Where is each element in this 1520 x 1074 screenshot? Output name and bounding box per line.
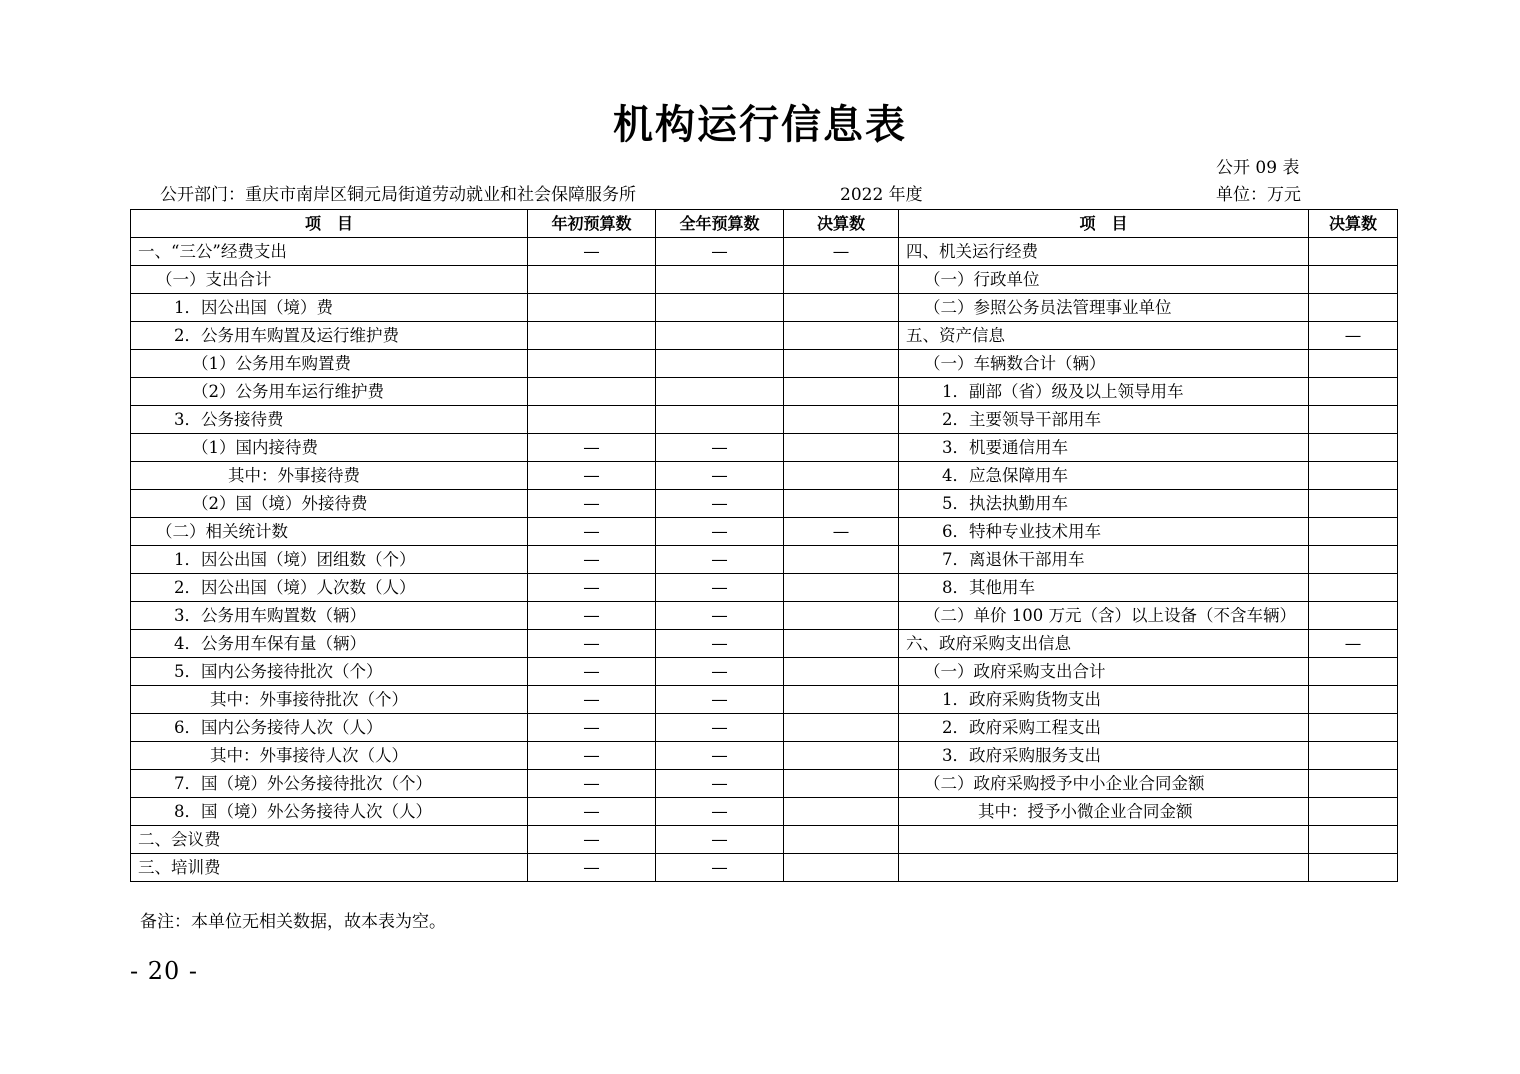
final-account-cell [784, 770, 899, 798]
initial-budget-cell: — [528, 574, 656, 602]
table-row [131, 742, 1398, 770]
final-account-cell [784, 798, 899, 826]
col-header-item: 项 目 [131, 210, 528, 238]
right-final-account-cell [1309, 686, 1398, 714]
right-final-account-cell [1309, 546, 1398, 574]
table-row [131, 406, 1398, 434]
page-number: - 20 - [130, 957, 199, 985]
final-account-cell: — [784, 238, 899, 266]
right-final-account-cell [1309, 266, 1398, 294]
annual-budget-cell: — [656, 434, 784, 462]
right-item-cell: 7．离退休干部用车 [899, 546, 1309, 574]
initial-budget-cell [528, 350, 656, 378]
final-account-cell [784, 490, 899, 518]
right-final-account-cell [1309, 798, 1398, 826]
annual-budget-cell: — [656, 602, 784, 630]
initial-budget-cell: — [528, 742, 656, 770]
col-header-final-account-right: 决算数 [1309, 210, 1398, 238]
left-item-cell: 一、“三公”经费支出 [131, 238, 528, 266]
right-item-cell: （二）政府采购授予中小企业合同金额 [899, 770, 1309, 798]
final-account-cell [784, 854, 899, 882]
left-item-cell: 2．公务用车购置及运行维护费 [131, 322, 528, 350]
initial-budget-cell [528, 266, 656, 294]
right-final-account-cell [1309, 238, 1398, 266]
right-final-account-cell [1309, 826, 1398, 854]
initial-budget-cell [528, 294, 656, 322]
left-item-cell: （1）国内接待费 [131, 434, 528, 462]
annual-budget-cell: — [656, 770, 784, 798]
page-title: 机构运行信息表 [613, 101, 907, 148]
right-item-cell: 3．政府采购服务支出 [899, 742, 1309, 770]
col-header-annual-budget: 全年预算数 [656, 210, 784, 238]
table-row [131, 322, 1398, 350]
left-item-cell: （2）国（境）外接待费 [131, 490, 528, 518]
left-item-cell: 其中：外事接待人次（人） [131, 742, 528, 770]
footnote: 备注：本单位无相关数据，故本表为空。 [140, 912, 446, 932]
left-item-cell: 3．公务接待费 [131, 406, 528, 434]
right-item-cell: 1．政府采购货物支出 [899, 686, 1309, 714]
left-item-cell: 三、培训费 [131, 854, 528, 882]
initial-budget-cell: — [528, 658, 656, 686]
left-item-cell: 8．国（境）外公务接待人次（人） [131, 798, 528, 826]
table-row [131, 574, 1398, 602]
initial-budget-cell: — [528, 854, 656, 882]
col-header-item-right: 项 目 [899, 210, 1309, 238]
table-row [131, 854, 1398, 882]
right-item-cell: （一）行政单位 [899, 266, 1309, 294]
final-account-cell [784, 714, 899, 742]
annual-budget-cell: — [656, 742, 784, 770]
initial-budget-cell: — [528, 518, 656, 546]
left-item-cell: 其中：外事接待费 [131, 462, 528, 490]
annual-budget-cell: — [656, 658, 784, 686]
table-row [131, 462, 1398, 490]
unit-label: 单位：万元 [1216, 185, 1301, 205]
annual-budget-cell [656, 294, 784, 322]
department-label: 公开部门：重庆市南岸区铜元局街道劳动就业和社会保障服务所 [160, 185, 636, 205]
right-item-cell: 2．政府采购工程支出 [899, 714, 1309, 742]
left-item-cell: 其中：外事接待批次（个） [131, 686, 528, 714]
right-item-cell: 2．主要领导干部用车 [899, 406, 1309, 434]
annual-budget-cell: — [656, 546, 784, 574]
left-item-cell: （2）公务用车运行维护费 [131, 378, 528, 406]
right-final-account-cell: — [1309, 630, 1398, 658]
final-account-cell [784, 826, 899, 854]
initial-budget-cell: — [528, 798, 656, 826]
right-final-account-cell [1309, 462, 1398, 490]
final-account-cell [784, 378, 899, 406]
table-row [131, 714, 1398, 742]
annual-budget-cell [656, 266, 784, 294]
initial-budget-cell [528, 322, 656, 350]
table-row [131, 686, 1398, 714]
left-item-cell: （二）相关统计数 [131, 518, 528, 546]
right-final-account-cell [1309, 294, 1398, 322]
final-account-cell [784, 322, 899, 350]
left-item-cell: 2．因公出国（境）人次数（人） [131, 574, 528, 602]
annual-budget-cell: — [656, 798, 784, 826]
left-item-cell: 3．公务用车购置数（辆） [131, 602, 528, 630]
final-account-cell [784, 266, 899, 294]
right-item-cell: 其中：授予小微企业合同金额 [899, 798, 1309, 826]
initial-budget-cell: — [528, 238, 656, 266]
right-item-cell: 五、资产信息 [899, 322, 1309, 350]
initial-budget-cell: — [528, 630, 656, 658]
right-item-cell: 四、机关运行经费 [899, 238, 1309, 266]
annual-budget-cell: — [656, 518, 784, 546]
final-account-cell [784, 686, 899, 714]
table-row [131, 294, 1398, 322]
table-row [131, 266, 1398, 294]
initial-budget-cell [528, 378, 656, 406]
info-table [130, 209, 1398, 882]
table-row [131, 378, 1398, 406]
final-account-cell [784, 294, 899, 322]
final-account-cell [784, 602, 899, 630]
table-row [131, 490, 1398, 518]
left-item-cell: 7．国（境）外公务接待批次（个） [131, 770, 528, 798]
table-row [131, 518, 1398, 546]
annual-budget-cell [656, 322, 784, 350]
table-row [131, 350, 1398, 378]
table-row [131, 630, 1398, 658]
col-header-final-account: 决算数 [784, 210, 899, 238]
right-final-account-cell [1309, 574, 1398, 602]
right-final-account-cell [1309, 434, 1398, 462]
annual-budget-cell [656, 378, 784, 406]
right-item-cell: 六、政府采购支出信息 [899, 630, 1309, 658]
right-item-cell: （二）参照公务员法管理事业单位 [899, 294, 1309, 322]
annual-budget-cell: — [656, 686, 784, 714]
right-final-account-cell [1309, 770, 1398, 798]
left-item-cell: 6．国内公务接待人次（人） [131, 714, 528, 742]
left-item-cell: 1．因公出国（境）费 [131, 294, 528, 322]
annual-budget-cell [656, 350, 784, 378]
right-final-account-cell [1309, 714, 1398, 742]
right-final-account-cell [1309, 378, 1398, 406]
right-final-account-cell [1309, 854, 1398, 882]
fiscal-year: 2022 年度 [840, 185, 923, 205]
annual-budget-cell: — [656, 490, 784, 518]
final-account-cell [784, 546, 899, 574]
annual-budget-cell [656, 406, 784, 434]
right-item-cell: （一）政府采购支出合计 [899, 658, 1309, 686]
table-row [131, 770, 1398, 798]
final-account-cell [784, 574, 899, 602]
table-row [131, 658, 1398, 686]
annual-budget-cell: — [656, 854, 784, 882]
right-final-account-cell [1309, 742, 1398, 770]
right-item-cell: 3．机要通信用车 [899, 434, 1309, 462]
table-body [131, 238, 1398, 882]
right-item-cell [899, 826, 1309, 854]
initial-budget-cell: — [528, 546, 656, 574]
col-header-initial-budget: 年初预算数 [528, 210, 656, 238]
annual-budget-cell: — [656, 714, 784, 742]
final-account-cell [784, 462, 899, 490]
table-row [131, 798, 1398, 826]
left-item-cell: 4．公务用车保有量（辆） [131, 630, 528, 658]
right-final-account-cell [1309, 350, 1398, 378]
right-item-cell: （一）车辆数合计（辆） [899, 350, 1309, 378]
annual-budget-cell: — [656, 574, 784, 602]
header-row [131, 210, 1398, 238]
left-item-cell: （1）公务用车购置费 [131, 350, 528, 378]
initial-budget-cell [528, 406, 656, 434]
right-item-cell: 4．应急保障用车 [899, 462, 1309, 490]
final-account-cell [784, 742, 899, 770]
annual-budget-cell: — [656, 826, 784, 854]
right-final-account-cell [1309, 490, 1398, 518]
table-row [131, 602, 1398, 630]
annual-budget-cell: — [656, 462, 784, 490]
right-final-account-cell [1309, 658, 1398, 686]
left-item-cell: 二、会议费 [131, 826, 528, 854]
final-account-cell [784, 434, 899, 462]
right-item-cell: （二）单价 100 万元（含）以上设备（不含车辆） [899, 602, 1309, 630]
right-item-cell: 8．其他用车 [899, 574, 1309, 602]
final-account-cell [784, 658, 899, 686]
right-item-cell [899, 854, 1309, 882]
right-item-cell: 5．执法执勤用车 [899, 490, 1309, 518]
left-item-cell: 1．因公出国（境）团组数（个） [131, 546, 528, 574]
final-account-cell [784, 350, 899, 378]
right-final-account-cell [1309, 602, 1398, 630]
left-item-cell: （一）支出合计 [131, 266, 528, 294]
right-final-account-cell [1309, 406, 1398, 434]
initial-budget-cell: — [528, 490, 656, 518]
initial-budget-cell: — [528, 602, 656, 630]
final-account-cell [784, 630, 899, 658]
table-row [131, 238, 1398, 266]
table-row [131, 434, 1398, 462]
initial-budget-cell: — [528, 434, 656, 462]
right-item-cell: 6．特种专业技术用车 [899, 518, 1309, 546]
initial-budget-cell: — [528, 826, 656, 854]
initial-budget-cell: — [528, 686, 656, 714]
annual-budget-cell: — [656, 630, 784, 658]
right-final-account-cell [1309, 518, 1398, 546]
table-row [131, 826, 1398, 854]
initial-budget-cell: — [528, 770, 656, 798]
left-item-cell: 5．国内公务接待批次（个） [131, 658, 528, 686]
final-account-cell: — [784, 518, 899, 546]
right-final-account-cell: — [1309, 322, 1398, 350]
table-row [131, 546, 1398, 574]
final-account-cell [784, 406, 899, 434]
initial-budget-cell: — [528, 714, 656, 742]
initial-budget-cell: — [528, 462, 656, 490]
right-item-cell: 1．副部（省）级及以上领导用车 [899, 378, 1309, 406]
annual-budget-cell: — [656, 238, 784, 266]
table-number: 公开 09 表 [1216, 158, 1300, 178]
